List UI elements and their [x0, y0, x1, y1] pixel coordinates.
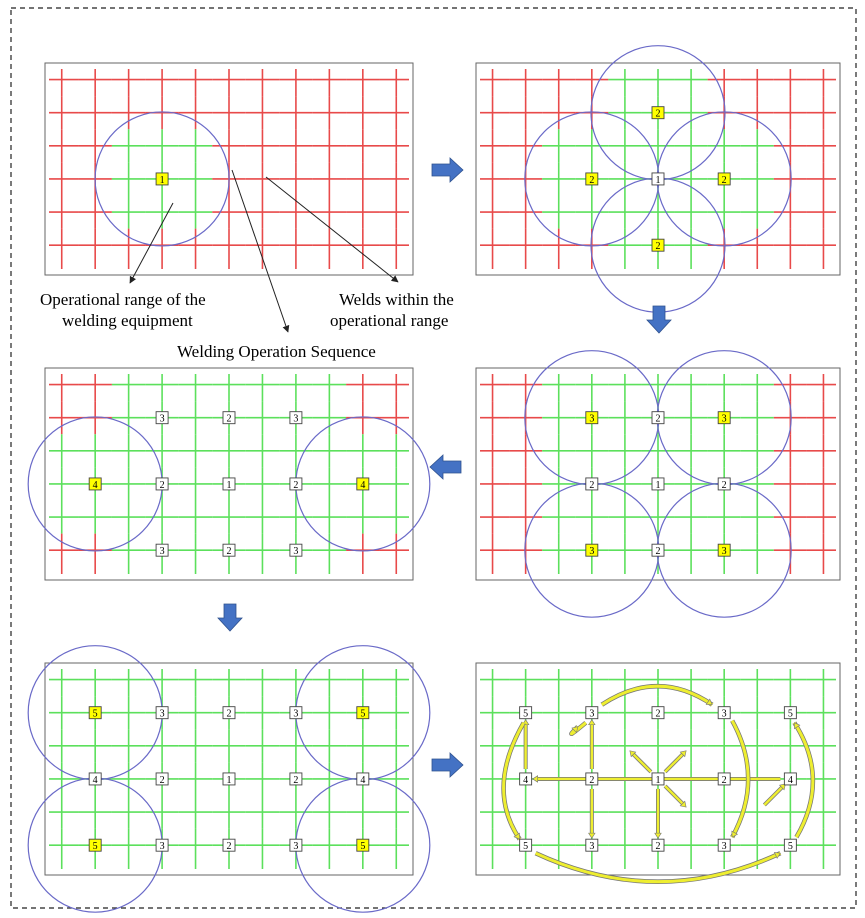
weld-order-number: 2 — [226, 546, 232, 558]
weld-order-number: 3 — [589, 546, 595, 558]
weld-marker — [586, 478, 598, 491]
weld-order-number: 3 — [589, 708, 595, 720]
weld-order-number: 2 — [655, 413, 661, 425]
flow-arrow-4-to-5 — [218, 604, 242, 631]
weld-marker — [784, 839, 796, 852]
weld-order-number: 2 — [655, 241, 661, 253]
weld-marker — [718, 839, 730, 852]
weld-marker — [290, 839, 302, 852]
weld-marker — [652, 478, 664, 491]
weld-order-number: 1 — [226, 479, 232, 491]
weld-order-number: 3 — [721, 708, 727, 720]
weld-marker — [652, 839, 664, 852]
weld-order-number: 3 — [159, 413, 165, 425]
weld-marker — [156, 839, 168, 852]
weld-order-number: 2 — [159, 774, 165, 786]
weld-marker — [156, 544, 168, 557]
weld-order-number: 5 — [787, 708, 793, 720]
weld-marker — [223, 478, 235, 491]
flow-arrow-1-to-2 — [432, 158, 463, 182]
weld-order-number: 5 — [360, 841, 366, 853]
weld-order-number: 5 — [92, 708, 98, 720]
weld-marker — [290, 412, 302, 425]
weld-marker — [652, 773, 664, 786]
weld-marker — [156, 412, 168, 425]
weld-marker-current — [89, 839, 101, 852]
weld-order-number: 2 — [589, 479, 595, 491]
weld-marker — [223, 707, 235, 720]
weld-order-number: 2 — [226, 413, 232, 425]
annotations — [40, 290, 454, 361]
weld-order-number: 4 — [523, 774, 529, 786]
weld-order-number: 3 — [293, 413, 299, 425]
weld-marker — [652, 173, 664, 186]
weld-order-number: 1 — [159, 174, 165, 186]
weld-order-number: 2 — [226, 708, 232, 720]
weld-order-number: 1 — [655, 479, 661, 491]
weld-marker-current — [718, 412, 730, 425]
label-welds-line2: operational range — [330, 311, 449, 330]
weld-order-number: 3 — [721, 413, 727, 425]
weld-marker-current — [89, 478, 101, 491]
weld-marker-current — [357, 839, 369, 852]
weld-order-number: 4 — [360, 774, 366, 786]
weld-marker-current — [652, 107, 664, 120]
weld-marker — [520, 839, 532, 852]
weld-order-number: 2 — [655, 708, 661, 720]
label-operational-range-line2: welding equipment — [62, 311, 193, 330]
weld-marker — [718, 478, 730, 491]
weld-marker — [156, 478, 168, 491]
weld-order-number: 2 — [293, 479, 299, 491]
weld-order-number: 1 — [655, 174, 661, 186]
weld-order-number: 2 — [721, 479, 727, 491]
weld-marker — [652, 544, 664, 557]
weld-marker — [290, 478, 302, 491]
weld-marker-current — [586, 544, 598, 557]
weld-order-number: 3 — [293, 708, 299, 720]
weld-order-number: 3 — [721, 546, 727, 558]
weld-marker-current — [357, 707, 369, 720]
weld-order-number: 2 — [655, 108, 661, 120]
panel-1 — [45, 63, 413, 275]
weld-order-number: 2 — [293, 774, 299, 786]
weld-order-number: 5 — [523, 841, 529, 853]
weld-order-number: 4 — [92, 774, 98, 786]
weld-order-number: 2 — [721, 174, 727, 186]
weld-order-number: 4 — [92, 479, 98, 491]
weld-marker-current — [586, 173, 598, 186]
weld-order-number: 1 — [655, 774, 661, 786]
weld-marker — [718, 773, 730, 786]
weld-marker-current — [89, 707, 101, 720]
weld-marker — [586, 707, 598, 720]
weld-marker — [156, 773, 168, 786]
weld-marker — [223, 839, 235, 852]
weld-marker-current — [357, 478, 369, 491]
weld-order-number: 3 — [293, 546, 299, 558]
weld-marker — [89, 773, 101, 786]
weld-order-number: 4 — [787, 774, 793, 786]
weld-marker — [156, 707, 168, 720]
weld-marker — [223, 773, 235, 786]
weld-order-number: 3 — [589, 841, 595, 853]
weld-marker — [586, 773, 598, 786]
label-operational-range-line1: Operational range of the — [40, 290, 206, 309]
weld-marker — [223, 412, 235, 425]
weld-marker — [784, 707, 796, 720]
weld-order-number: 2 — [159, 479, 165, 491]
weld-order-number: 3 — [159, 546, 165, 558]
weld-marker-current — [718, 173, 730, 186]
weld-marker-current — [652, 239, 664, 252]
weld-marker — [652, 412, 664, 425]
weld-order-number: 2 — [589, 774, 595, 786]
label-welds-line1: Welds within the — [339, 290, 454, 309]
weld-marker — [520, 707, 532, 720]
weld-marker — [290, 707, 302, 720]
weld-order-number: 4 — [360, 479, 366, 491]
weld-marker — [718, 707, 730, 720]
weld-order-number: 2 — [589, 174, 595, 186]
weld-marker — [223, 544, 235, 557]
weld-marker — [290, 544, 302, 557]
weld-order-number: 3 — [159, 841, 165, 853]
weld-marker — [520, 773, 532, 786]
weld-order-number: 3 — [159, 708, 165, 720]
flow-arrow-3-to-4 — [430, 455, 461, 479]
weld-order-number: 2 — [655, 841, 661, 853]
weld-marker-current — [718, 544, 730, 557]
flow-arrow-2-to-3 — [647, 306, 671, 333]
weld-marker-current — [156, 173, 168, 186]
weld-marker-current — [586, 412, 598, 425]
weld-order-number: 2 — [655, 546, 661, 558]
weld-marker — [357, 773, 369, 786]
weld-marker — [290, 773, 302, 786]
weld-order-number: 2 — [226, 841, 232, 853]
weld-order-number: 3 — [721, 841, 727, 853]
weld-marker — [784, 773, 796, 786]
weld-marker — [652, 707, 664, 720]
weld-order-number: 3 — [589, 413, 595, 425]
weld-order-number: 5 — [360, 708, 366, 720]
weld-order-number: 1 — [226, 774, 232, 786]
weld-order-number: 3 — [293, 841, 299, 853]
flow-arrow-5-to-6 — [432, 753, 463, 777]
weld-order-number: 5 — [787, 841, 793, 853]
label-welding-sequence: Welding Operation Sequence — [177, 342, 376, 361]
weld-order-number: 5 — [523, 708, 529, 720]
weld-order-number: 2 — [721, 774, 727, 786]
weld-marker — [586, 839, 598, 852]
weld-order-number: 5 — [92, 841, 98, 853]
